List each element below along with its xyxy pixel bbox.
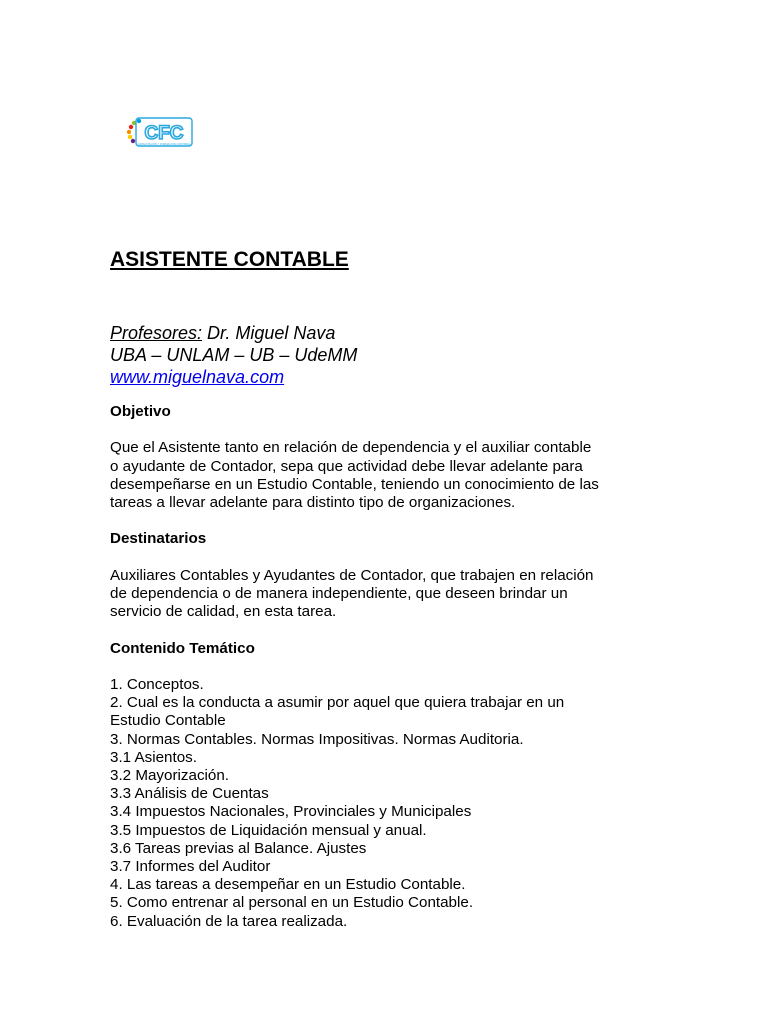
list-item: 3.6 Tareas previas al Balance. Ajustes xyxy=(110,839,367,857)
paragraph-line: de dependencia o de manera independiente, que deseen brindar un xyxy=(110,584,568,602)
paragraph-line: Auxiliares Contables y Ayudantes de Contador, que trabajen en relación xyxy=(110,566,594,584)
logo-tagline: CAPACITACION Y FORMACION CONTABLE xyxy=(137,143,191,146)
professor-name: Dr. Miguel Nava xyxy=(202,323,336,343)
list-item: 4. Las tareas a desempeñar en un Estudio Contable. xyxy=(110,876,466,894)
list-item: 3.2 Mayorización. xyxy=(110,766,230,784)
list-item: 3.4 Impuestos Nacionales, Provinciales y Municipales xyxy=(110,803,472,821)
list-item: 3.5 Impuestos de Liquidación mensual y anual. xyxy=(110,821,427,839)
list-item: 3. Normas Contables. Normas Impositivas. Normas Auditoria. xyxy=(110,730,524,748)
paragraph-line: Que el Asistente tanto en relación de dependencia y el auxiliar contable xyxy=(110,439,592,457)
list-item: 3.1 Asientos. xyxy=(110,748,197,766)
document-title: ASISTENTE CONTABLE xyxy=(110,248,349,271)
contenido-list xyxy=(110,676,670,931)
list-item: 3.3 Análisis de Cuentas xyxy=(110,785,269,803)
cfc-logo xyxy=(126,115,194,151)
list-item: 1. Conceptos. xyxy=(110,675,204,693)
list-item: 2. Cual es la conducta a asumir por aquel que quiera trabajar en un xyxy=(110,694,565,712)
list-item: 3.7 Informes del Auditor xyxy=(110,858,271,875)
destinatarios-heading: Destinatarios xyxy=(110,530,207,548)
logo-text: CFC xyxy=(144,123,184,144)
professors-label: Profesores: xyxy=(110,323,203,343)
contenido-heading: Contenido Temático xyxy=(110,639,255,657)
professors-block xyxy=(110,322,357,388)
list-item: 6. Evaluación de la tarea realizada. xyxy=(110,912,348,930)
paragraph-line: o ayudante de Contador, sepa que actividad debe llevar adelante para xyxy=(110,457,583,475)
objetivo-heading: Objetivo xyxy=(110,403,171,420)
destinatarios-paragraph xyxy=(110,567,670,622)
list-item: Estudio Contable xyxy=(110,712,226,730)
list-item: 5. Como entrenar al personal en un Estudio Contable. xyxy=(110,894,474,912)
paragraph-line: tareas a llevar adelante para distinto tipo de organizaciones. xyxy=(110,494,516,511)
paragraph-line: desempeñarse en un Estudio Contable, teniendo un conocimiento de las xyxy=(110,475,599,493)
universities: UBA – UNLAM – UB – UdeMM xyxy=(110,345,358,365)
paragraph-line: servicio de calidad, en esta tarea. xyxy=(110,603,337,621)
objetivo-paragraph xyxy=(110,439,670,512)
professor-line xyxy=(110,322,357,344)
website-link[interactable]: www.miguelnava.com xyxy=(110,367,285,387)
document-body xyxy=(110,403,670,931)
